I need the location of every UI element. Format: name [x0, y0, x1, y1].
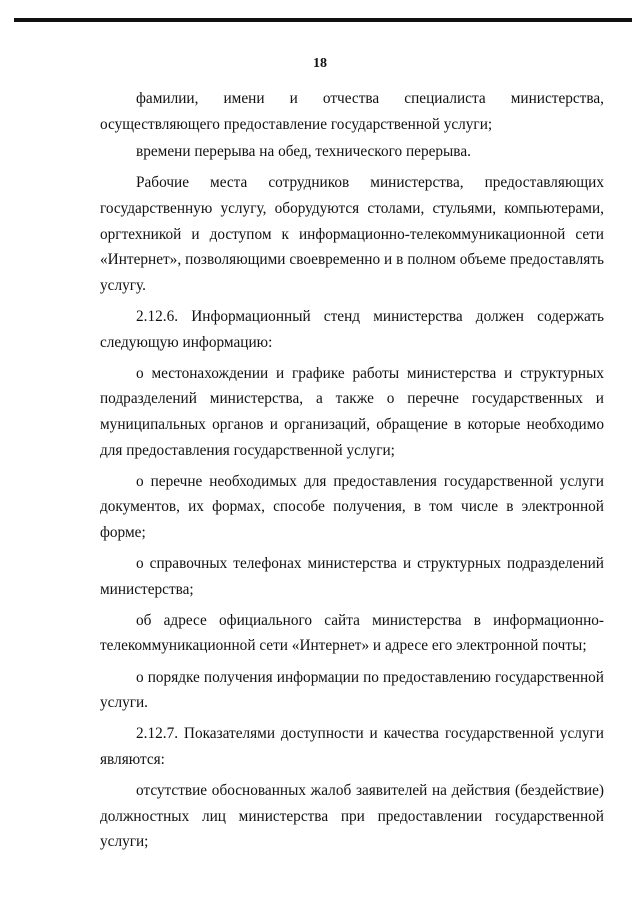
paragraph: 2.12.6. Информационный стенд министерства должен содержать следующую информацию: — [100, 307, 604, 351]
paragraph: о перечне необходимых для предоставления государственной услуги документов, их формах, способе получения, в том числе в электронной форме; — [100, 472, 604, 541]
paragraph: о местонахождении и графике работы министерства и структурных подразделений министерства, а также о перечне государственных и муниципальных органов и организаций, обращение в которые необходимо для предоставления государственной услуги; — [100, 364, 604, 459]
paragraph: 2.12.7. Показателями доступности и качества государственной услуги являются: — [100, 725, 604, 768]
page-number: 18 — [313, 56, 327, 71]
paragraph: времени перерыва на обед, технического перерыва. — [136, 143, 471, 161]
paragraph: отсутствие обоснованных жалоб заявителей на действия (бездействие) должностных лиц министерства при предоставлении государственной услуги; — [100, 782, 604, 851]
document-body — [100, 86, 604, 855]
header-rule — [14, 18, 632, 22]
paragraph: о справочных телефонах министерства и структурных подразделений министерства; — [100, 555, 604, 598]
paragraph: об адресе официального сайта министерства в информационно-телекоммуникационной сети «Интернет» и адресе его электронной почты; — [100, 611, 604, 655]
paragraph: Рабочие места сотрудников министерства, предоставляющих государственную услугу, оборудуются столами, стульями, компьютерами, оргтехникой и доступом к информационно-телекоммуникационной сети «Интернет», позволяющими своевременно и в полном объеме предоставлять услугу. — [100, 174, 604, 294]
paragraph: о порядке получения информации по предоставлению государственной услуги. — [100, 668, 604, 712]
paragraph: фамилии, имени и отчества специалиста министерства, осуществляющего предоставление государственной услуги; — [100, 90, 604, 133]
